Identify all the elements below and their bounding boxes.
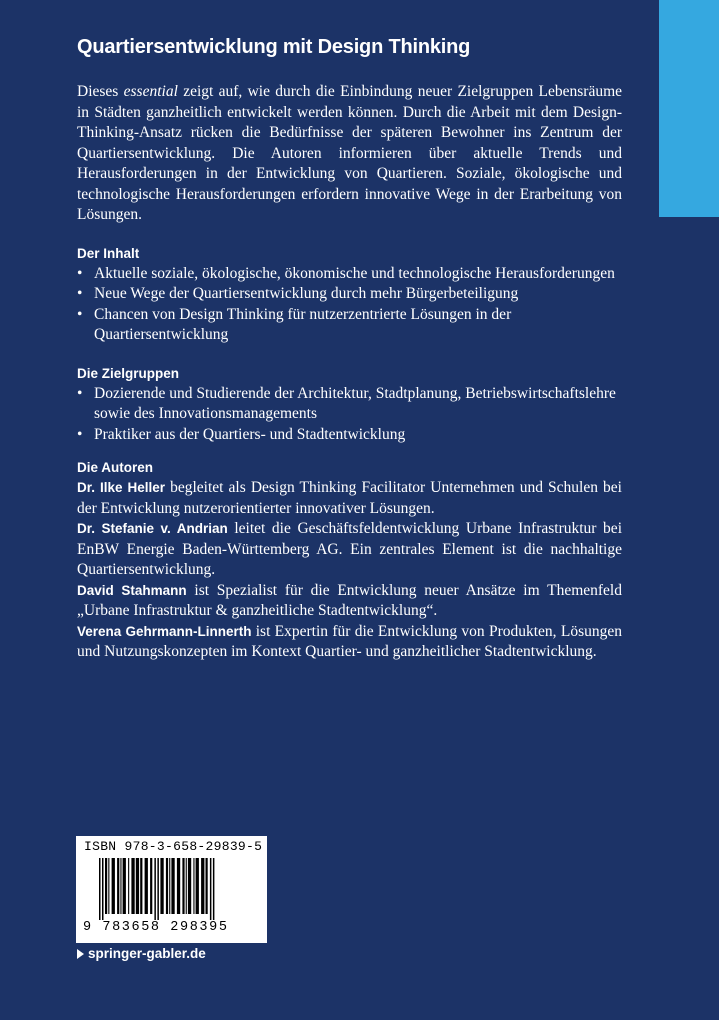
- barcode-bar: [182, 858, 184, 914]
- ean-digits: 9 783658 298395: [83, 920, 229, 935]
- author-bio: ist Spezialist für die Entwicklung neuer Ansätze im Themenfeld „Urbane Infrastruktur & ganzheitliche Stadtentwicklung“.: [77, 581, 622, 619]
- barcode-bar: [131, 858, 134, 914]
- list-item: • Praktiker aus der Quartiers- und Stadtentwicklung: [77, 425, 622, 446]
- barcode-bar: [193, 858, 194, 914]
- intro-paragraph: [77, 82, 622, 226]
- list-item: • Neue Wege der Quartiersentwicklung durch mehr Bürgerbeteiligung: [77, 284, 622, 305]
- author-bio: begleitet als Design Thinking Facilitator Unternehmen und Schulen bei der Entwicklung nutzerorientierter innovativer Lösungen.: [77, 479, 622, 517]
- barcode-bar: [169, 858, 170, 914]
- barcode-bar: [206, 858, 208, 914]
- author-entry: [77, 622, 622, 663]
- author-bio: leitet die Geschäftsfeldentwicklung Urbane Infrastruktur bei EnBW Energie Baden-Württemberg AG. Ein zentrales Element ist die nachhaltige Quartiersentwicklung.: [77, 520, 622, 578]
- author-name: Dr. Stefanie v. Andrian: [77, 521, 228, 536]
- barcode-bar: [123, 858, 126, 914]
- author-entry: [77, 519, 622, 581]
- isbn-number: ISBN 978-3-658-29839-5: [84, 839, 263, 854]
- author-name: Dr. Ilke Heller: [77, 480, 165, 495]
- barcode-bar: [166, 858, 168, 914]
- barcode-bar: [99, 858, 101, 920]
- author-bio: ist Expertin für die Entwicklung von Produkten, Lösungen und Nutzungskonzepten im Kontext Quartier- und ganzheitlicher Stadtentwicklung.: [77, 622, 622, 660]
- barcode-bar: [112, 858, 115, 914]
- intro-post: zeigt auf, wie durch die Einbindung neuer Zielgruppen Lebensräume in Städten ganzheitlich entwickelt werden können. Durch die Arbeit mit dem Design-Thinking-Ansatz rücken die Bedürfnisse der späteren Bewohner ins Zentrum der Quartiersentwicklung. Die Autoren informieren über aktuelle Trends und Herausforderungen in der Entwicklung von Quartieren. Soziale, ökologische und technologische Herausforderungen erfordern innovative Wege in der Erarbeitung von Lösungen.: [77, 83, 623, 223]
- author-name: Verena Gehrmann-Linnerth: [77, 623, 252, 639]
- barcode-bar: [140, 858, 142, 914]
- barcode-bar: [171, 858, 174, 914]
- inhalt-heading: Der Inhalt: [77, 245, 140, 261]
- author-entry: [77, 581, 622, 622]
- barcode-bar: [145, 858, 148, 914]
- barcode-bar: [154, 858, 156, 920]
- play-arrow-icon: [77, 949, 84, 959]
- barcode-bars: [97, 858, 249, 920]
- website-label: springer-gabler.de: [88, 946, 206, 961]
- accent-color-tab: [659, 0, 719, 217]
- barcode-bar: [160, 858, 163, 914]
- list-item: • Dozierende und Studierende der Architektur, Stadtplanung, Betriebswirtschaftslehre sowie des Innovationsmanagements: [77, 384, 622, 425]
- barcode-bar: [213, 858, 215, 920]
- barcode-bar: [150, 858, 152, 914]
- autoren-heading: Die Autoren: [77, 460, 154, 475]
- barcode-bar: [136, 858, 139, 914]
- author-name: David Stahmann: [77, 582, 187, 598]
- barcode-bar: [105, 858, 107, 914]
- barcode-bar: [108, 858, 109, 914]
- zielgruppen-heading: Die Zielgruppen: [77, 365, 180, 381]
- barcode-bar: [196, 858, 199, 914]
- barcode-bar: [157, 858, 159, 920]
- barcode-bar: [102, 858, 104, 920]
- isbn-barcode: [76, 836, 267, 943]
- barcode-bar: [210, 858, 212, 920]
- page-title: Quartiersentwicklung mit Design Thinking: [77, 36, 471, 58]
- barcode-bar: [117, 858, 119, 914]
- list-item: • Chancen von Design Thinking für nutzerzentrierte Lösungen in der Quartiersentwicklung: [77, 305, 622, 346]
- barcode-bar: [201, 858, 204, 914]
- barcode-bar: [120, 858, 121, 914]
- inhalt-list: [77, 264, 622, 346]
- zielgruppen-list: [77, 384, 622, 446]
- back-cover-text: [77, 82, 622, 663]
- intro-pre: Dieses: [77, 83, 124, 100]
- author-entry: [77, 478, 622, 519]
- intro-emphasis: essential: [123, 83, 178, 100]
- list-item: • Aktuelle soziale, ökologische, ökonomische und technologische Herausforderungen: [77, 264, 622, 285]
- barcode-bar: [186, 858, 187, 914]
- barcode-bar: [177, 858, 180, 914]
- barcode-bar: [128, 858, 129, 914]
- publisher-website[interactable]: [77, 946, 206, 961]
- barcode-bar: [188, 858, 191, 914]
